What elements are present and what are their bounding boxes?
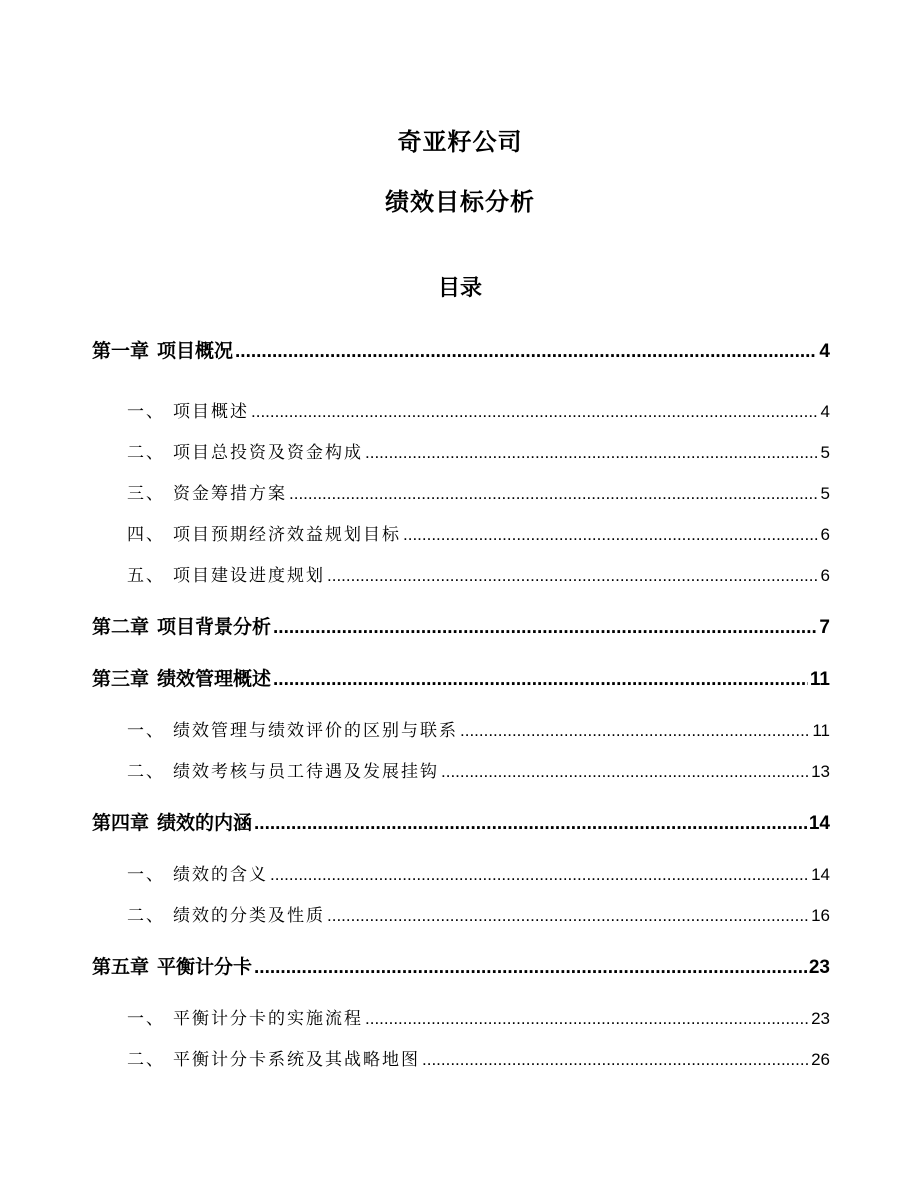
toc-chapter-3[interactable] [92,664,830,691]
toc-title: 项目预期经济效益规划目标 [173,525,401,545]
toc-page-number: 5 [820,484,830,503]
toc-title: 项目总投资及资金构成 [173,443,363,463]
toc-title: 资金筹措方案 [173,484,287,504]
toc-page-number: 11 [812,721,830,740]
toc-leader [422,1050,809,1070]
toc-number: 一、 [127,865,165,885]
toc-leader [327,566,819,586]
toc-chapter-5[interactable] [92,952,830,979]
toc-title: 平衡计分卡 [157,956,253,978]
toc-leader [365,443,819,463]
toc-leader [254,957,807,979]
toc-leader [273,669,808,691]
toc-leader [460,721,810,741]
toc-leader [235,341,817,363]
toc-page-number: 4 [820,402,830,421]
toc-number: 一、 [127,402,165,422]
toc-title: 平衡计分卡系统及其战略地图 [173,1050,420,1070]
toc-leader [273,617,817,639]
toc-section-1-4[interactable] [127,520,830,545]
toc-section-1-5[interactable] [127,561,830,586]
toc-number: 四、 [127,525,165,545]
toc-section-3-1[interactable] [127,716,830,741]
toc-leader [403,525,819,545]
toc-leader [251,402,819,422]
toc-page-number: 4 [819,341,830,362]
toc-number: 三、 [127,484,165,504]
toc-leader [327,906,809,926]
toc-leader [289,484,819,504]
toc-page-number: 7 [819,617,830,638]
toc-section-4-2[interactable] [127,901,830,926]
toc-number: 第一章 [92,340,150,362]
toc-section-4-1[interactable] [127,860,830,885]
toc-number: 第四章 [92,812,150,834]
toc-number: 一、 [127,1009,165,1029]
toc-number: 第五章 [92,956,150,978]
toc-title: 绩效管理概述 [157,668,272,690]
toc-title: 项目概述 [173,402,249,422]
toc-leader [441,762,809,782]
toc-number: 二、 [127,762,165,782]
toc-heading: 目录 [437,276,482,301]
toc-page-number: 23 [808,957,830,978]
toc-number: 二、 [127,443,165,463]
toc-title: 平衡计分卡的实施流程 [173,1009,363,1029]
toc-chapter-4[interactable] [92,808,830,835]
toc-page-number: 11 [809,669,830,690]
toc-page-number: 26 [811,1050,830,1069]
toc-title: 绩效考核与员工待遇及发展挂钩 [173,762,439,782]
toc-title: 项目背景分析 [157,616,272,638]
toc-section-3-2[interactable] [127,757,830,782]
toc-page-number: 16 [811,906,830,925]
toc-page-number: 5 [820,443,830,462]
company-title: 奇亚籽公司 [397,128,523,156]
toc-chapter-1[interactable] [92,336,830,363]
toc-page-number: 6 [820,566,830,585]
toc-page-number: 13 [811,762,830,781]
toc-leader [365,1009,809,1029]
toc-page-number: 14 [808,813,830,834]
toc-page-number: 14 [811,865,830,884]
toc-number: 五、 [127,566,165,586]
toc-title: 项目建设进度规划 [173,566,325,586]
toc-title: 项目概况 [157,340,234,362]
toc-page-number: 23 [811,1009,830,1028]
toc-leader [254,813,807,835]
toc-title: 绩效的含义 [173,865,268,885]
toc-leader [270,865,809,885]
toc-section-1-1[interactable] [127,397,830,422]
toc-number: 二、 [127,1050,165,1070]
toc-number: 第三章 [92,668,150,690]
toc-chapter-2[interactable] [92,612,830,639]
toc-page-number: 6 [820,525,830,544]
toc-title: 绩效的分类及性质 [173,906,325,926]
toc-number: 一、 [127,721,165,741]
toc-section-5-1[interactable] [127,1004,830,1029]
toc-section-1-2[interactable] [127,438,830,463]
toc-number: 第二章 [92,616,150,638]
toc-title: 绩效管理与绩效评价的区别与联系 [173,721,458,741]
toc-section-1-3[interactable] [127,479,830,504]
toc-number: 二、 [127,906,165,926]
toc-title: 绩效的内涵 [157,812,253,834]
document-subtitle: 绩效目标分析 [385,188,535,216]
toc-section-5-2[interactable] [127,1045,830,1070]
